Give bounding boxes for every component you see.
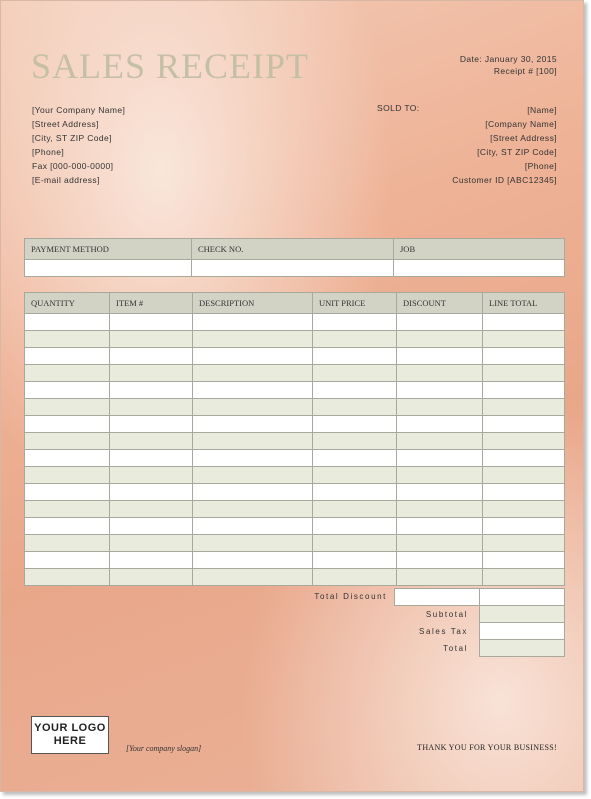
total-discount-value-cell[interactable] [479,588,565,606]
table-row [25,314,565,331]
unit-price-header: UNIT PRICE [313,293,397,314]
table-row [25,399,565,416]
discount-cell[interactable] [397,450,483,467]
description-cell[interactable] [193,331,313,348]
item-number-cell[interactable] [110,348,193,365]
quantity-cell[interactable] [25,314,110,331]
discount-cell[interactable] [397,501,483,518]
item-number-cell[interactable] [110,416,193,433]
unit-price-cell[interactable] [313,535,397,552]
line-total-cell[interactable] [483,416,565,433]
description-cell[interactable] [193,450,313,467]
table-row [25,450,565,467]
quantity-cell[interactable] [25,365,110,382]
quantity-cell[interactable] [25,416,110,433]
quantity-cell[interactable] [25,399,110,416]
total-cell[interactable] [479,639,565,657]
discount-cell[interactable] [397,484,483,501]
company-slogan: [Your company slogan] [126,744,202,753]
item-number-cell[interactable] [110,382,193,399]
receipt-number: Receipt # [100] [493,66,557,76]
sales-tax-cell[interactable] [479,622,565,640]
receipt-date: Date: January 30, 2015 [459,54,557,64]
table-row [25,348,565,365]
sold-to-label: SOLD TO: [377,103,420,113]
description-cell[interactable] [193,552,313,569]
description-cell[interactable] [193,569,313,586]
total-label: Total [443,644,468,653]
line-total-cell[interactable] [483,433,565,450]
check-no-cell[interactable] [192,260,394,277]
table-row [25,501,565,518]
items-table [24,292,565,586]
discount-cell[interactable] [397,399,483,416]
logo-placeholder [31,716,109,754]
line-total-cell[interactable] [483,552,565,569]
description-cell[interactable] [193,501,313,518]
item-number-cell[interactable] [110,433,193,450]
unit-price-cell[interactable] [313,365,397,382]
discount-cell[interactable] [397,416,483,433]
quantity-cell[interactable] [25,569,110,586]
customer-company: [Company Name] [485,119,557,129]
company-phone: [Phone] [32,147,65,157]
table-row [25,484,565,501]
discount-cell[interactable] [397,331,483,348]
description-cell[interactable] [193,314,313,331]
item-number-header: ITEM # [110,293,193,314]
total-discount-label: Total Discount [314,592,387,601]
company-fax: Fax [000-000-0000] [32,161,114,171]
total-discount-cell[interactable] [394,588,480,606]
table-row [25,569,565,586]
unit-price-cell[interactable] [313,382,397,399]
payment-method-cell[interactable] [25,260,192,277]
unit-price-cell[interactable] [313,552,397,569]
unit-price-cell[interactable] [313,518,397,535]
customer-info [452,103,557,187]
line-total-header: LINE TOTAL [483,293,565,314]
line-total-cell[interactable] [483,331,565,348]
payment-method-header: PAYMENT METHOD [25,239,192,260]
discount-cell[interactable] [397,382,483,399]
line-total-cell[interactable] [483,569,565,586]
line-total-cell[interactable] [483,535,565,552]
quantity-cell[interactable] [25,433,110,450]
thank-you-note: THANK YOU FOR YOUR BUSINESS! [417,743,557,752]
line-total-cell[interactable] [483,450,565,467]
check-no-header: CHECK NO. [192,239,394,260]
discount-cell[interactable] [397,348,483,365]
description-cell[interactable] [193,416,313,433]
item-number-cell[interactable] [110,518,193,535]
quantity-cell[interactable] [25,484,110,501]
item-number-cell[interactable] [110,501,193,518]
customer-name: [Name] [527,105,557,115]
unit-price-cell[interactable] [313,331,397,348]
job-cell[interactable] [394,260,565,277]
unit-price-cell[interactable] [313,416,397,433]
company-city: [City, ST ZIP Code] [32,133,112,143]
discount-cell[interactable] [397,569,483,586]
unit-price-cell[interactable] [313,399,397,416]
item-number-cell[interactable] [110,365,193,382]
item-number-cell[interactable] [110,569,193,586]
item-number-cell[interactable] [110,535,193,552]
quantity-cell[interactable] [25,552,110,569]
table-row [25,365,565,382]
item-number-cell[interactable] [110,314,193,331]
payment-table [24,238,565,277]
quantity-cell[interactable] [25,467,110,484]
discount-cell[interactable] [397,433,483,450]
customer-id: Customer ID [ABC12345] [452,175,557,185]
line-total-cell[interactable] [483,484,565,501]
quantity-header: QUANTITY [25,293,110,314]
description-header: DESCRIPTION [193,293,313,314]
table-row [25,416,565,433]
item-number-cell[interactable] [110,467,193,484]
description-cell[interactable] [193,399,313,416]
customer-street: [Street Address] [490,133,557,143]
description-cell[interactable] [193,433,313,450]
description-cell[interactable] [193,535,313,552]
table-row [25,535,565,552]
unit-price-cell[interactable] [313,569,397,586]
line-total-cell[interactable] [483,382,565,399]
item-number-cell[interactable] [110,450,193,467]
description-cell[interactable] [193,484,313,501]
line-total-cell[interactable] [483,518,565,535]
company-info [32,103,125,187]
item-number-cell[interactable] [110,331,193,348]
line-total-cell[interactable] [483,501,565,518]
quantity-cell[interactable] [25,501,110,518]
unit-price-cell[interactable] [313,467,397,484]
table-row [25,382,565,399]
discount-cell[interactable] [397,467,483,484]
job-header: JOB [394,239,565,260]
table-row [25,433,565,450]
customer-phone: [Phone] [524,161,557,171]
receipt-meta [460,53,557,77]
unit-price-cell[interactable] [313,348,397,365]
unit-price-cell[interactable] [313,450,397,467]
description-cell[interactable] [193,348,313,365]
discount-cell[interactable] [397,365,483,382]
item-number-cell[interactable] [110,484,193,501]
quantity-cell[interactable] [25,450,110,467]
quantity-cell[interactable] [25,331,110,348]
customer-city: [City, ST ZIP Code] [477,147,557,157]
table-row [25,331,565,348]
description-cell[interactable] [193,382,313,399]
item-number-cell[interactable] [110,399,193,416]
line-total-cell[interactable] [483,365,565,382]
table-row [25,552,565,569]
unit-price-cell[interactable] [313,314,397,331]
company-name: [Your Company Name] [32,105,126,115]
subtotal-cell[interactable] [479,605,565,623]
unit-price-cell[interactable] [313,433,397,450]
unit-price-cell[interactable] [313,484,397,501]
table-row [25,467,565,484]
description-cell[interactable] [193,467,313,484]
quantity-cell[interactable] [25,348,110,365]
description-cell[interactable] [193,518,313,535]
unit-price-cell[interactable] [313,501,397,518]
discount-cell[interactable] [397,314,483,331]
item-number-cell[interactable] [110,552,193,569]
company-email: [E-mail address] [32,175,100,185]
logo-text: YOUR LOGO HERE [34,722,106,747]
quantity-cell[interactable] [25,518,110,535]
discount-cell[interactable] [397,535,483,552]
company-street: [Street Address] [32,119,99,129]
line-total-cell[interactable] [483,467,565,484]
line-total-cell[interactable] [483,314,565,331]
table-row [25,518,565,535]
discount-cell[interactable] [397,552,483,569]
quantity-cell[interactable] [25,382,110,399]
quantity-cell[interactable] [25,535,110,552]
page-title: SALES RECEIPT [31,46,310,86]
subtotal-label: Subtotal [425,610,468,619]
sales-tax-label: Sales Tax [419,627,468,636]
description-cell[interactable] [193,365,313,382]
line-total-cell[interactable] [483,348,565,365]
discount-header: DISCOUNT [397,293,483,314]
line-total-cell[interactable] [483,399,565,416]
discount-cell[interactable] [397,518,483,535]
